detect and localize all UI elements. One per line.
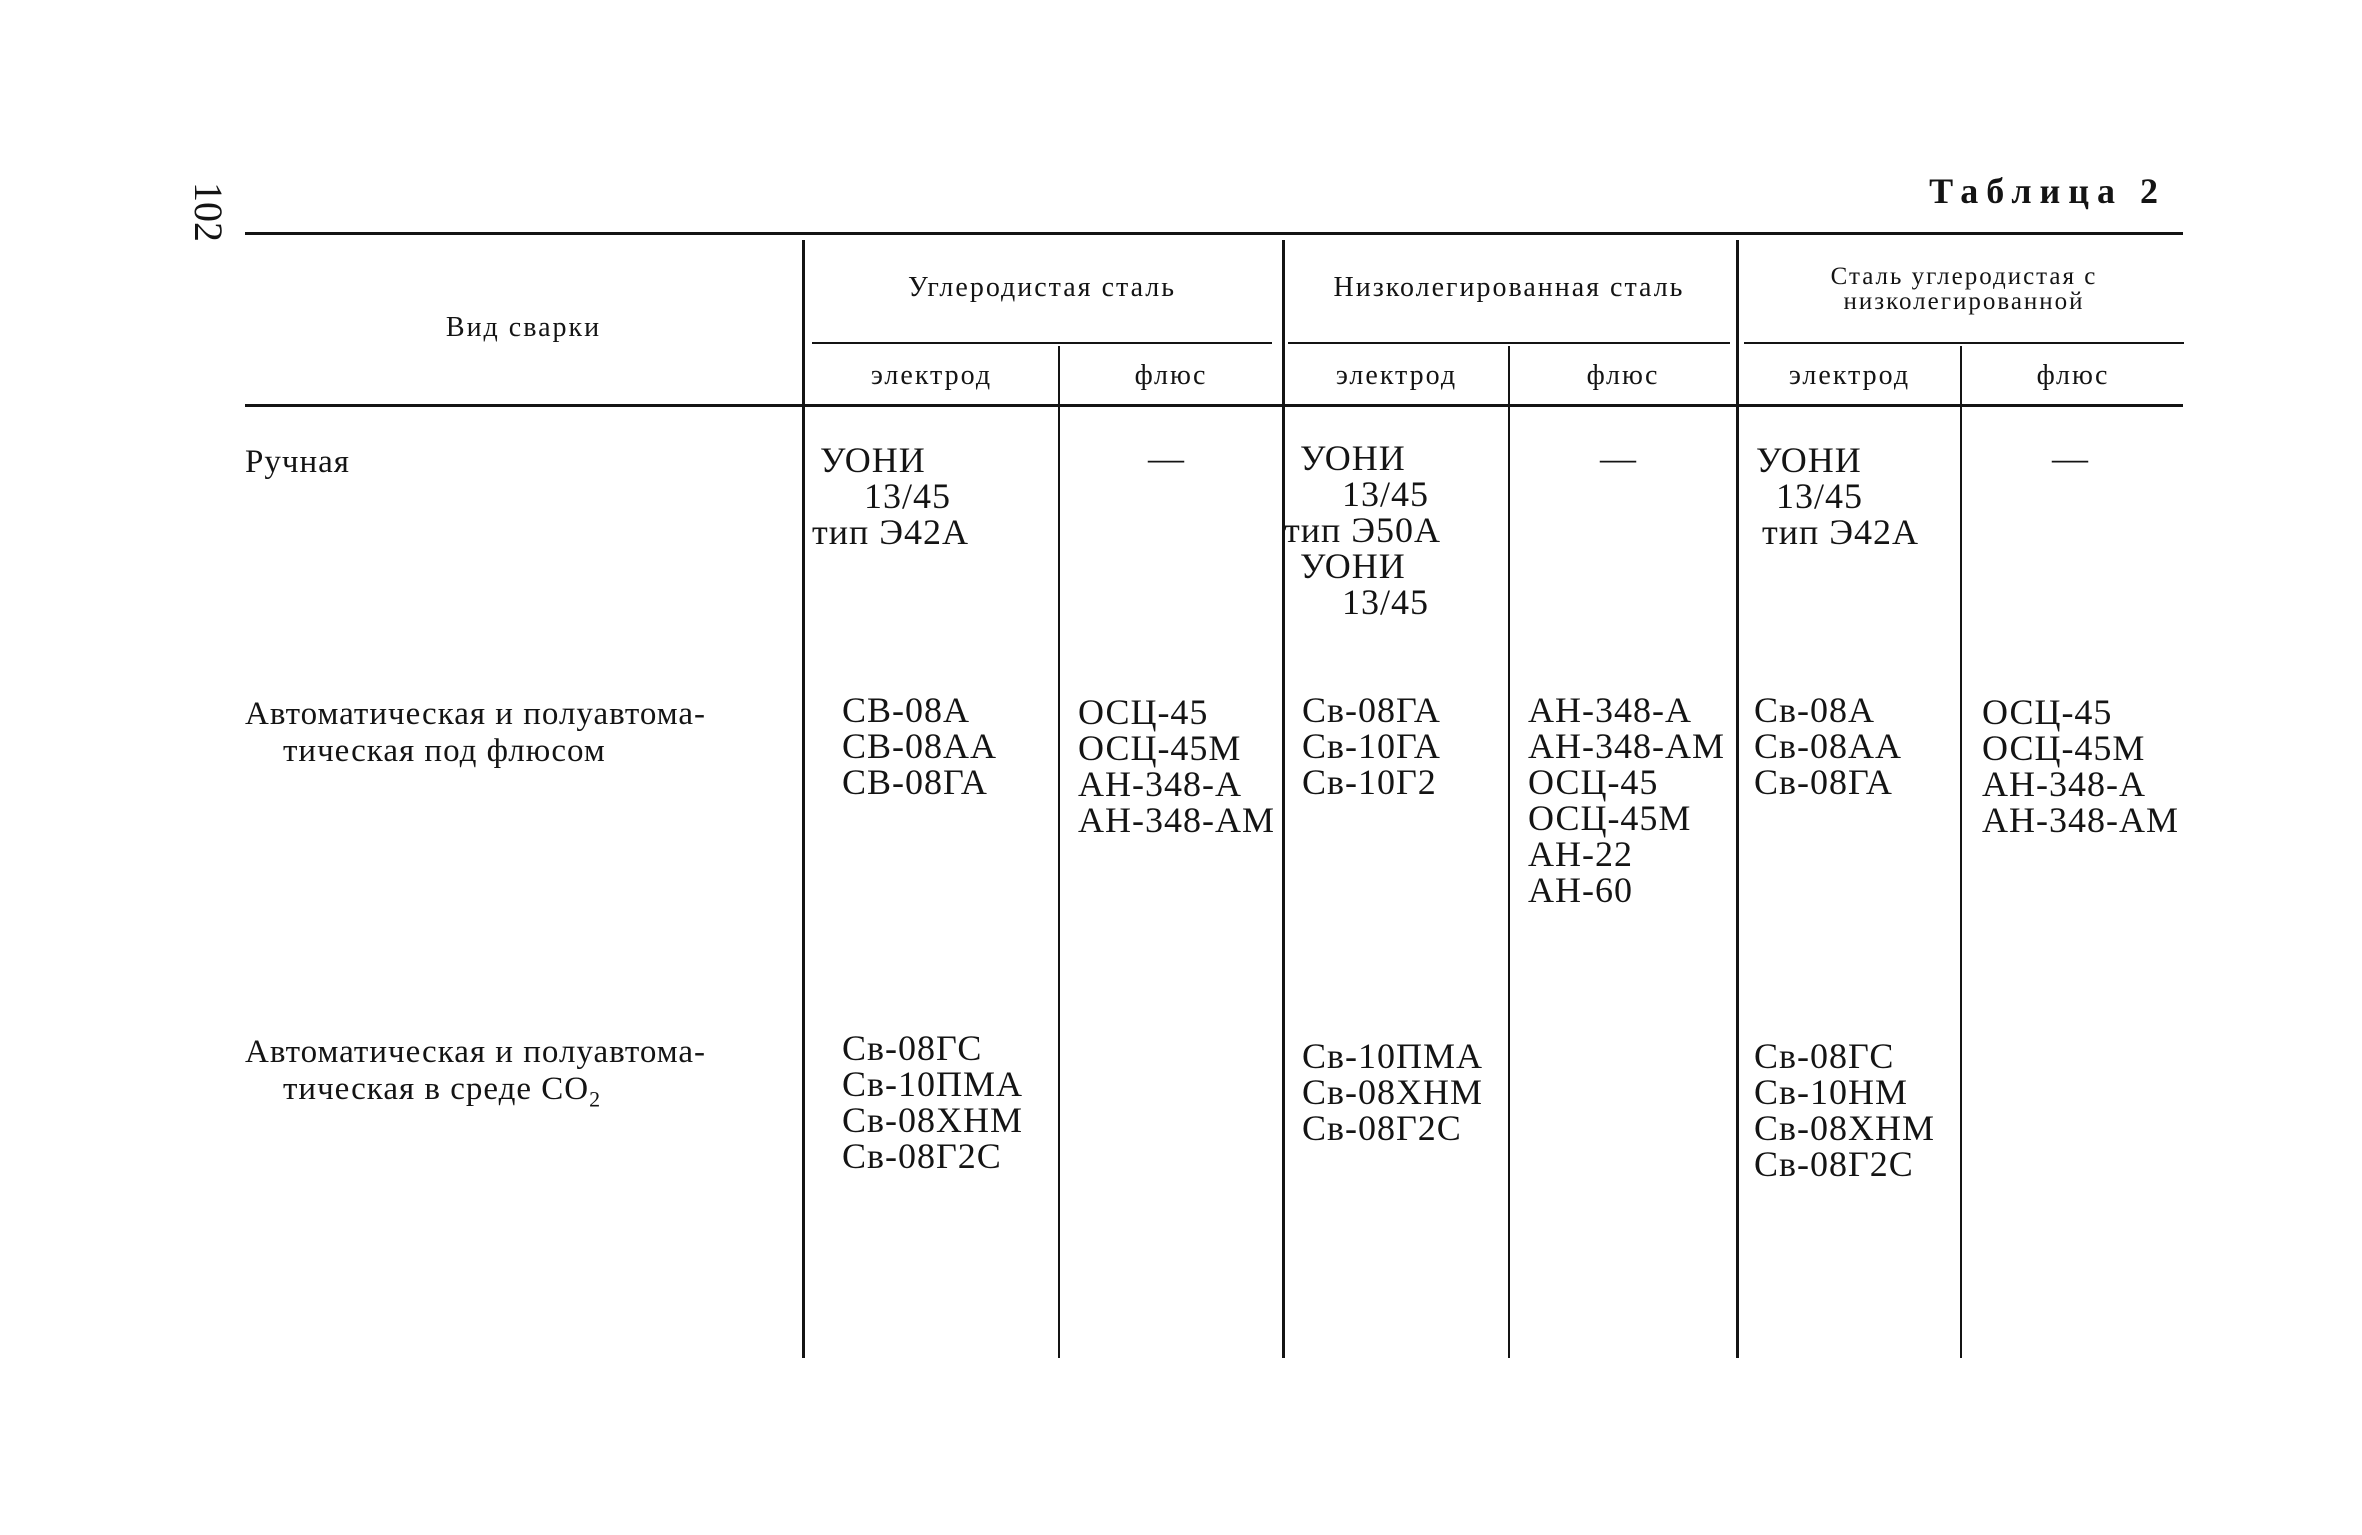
group-header-mixed: Сталь углеродистая с низколегированной xyxy=(1830,263,2098,315)
column-divider xyxy=(802,240,805,1358)
group-rule-3 xyxy=(1744,342,2184,344)
group-header-low-alloy: Низколегированная сталь xyxy=(1333,272,1685,303)
table-cell: Св-08А Св-08АА Св-08ГА xyxy=(1754,690,1902,802)
column-divider xyxy=(1282,240,1285,1358)
table-cell: УОНИ 13/45 тип Э42А xyxy=(1756,440,1920,552)
group-rule-1 xyxy=(812,342,1272,344)
table-cell: — xyxy=(2052,438,2089,478)
row-label-submerged-arc: Автоматическая и полуавтома- тическая под флюсом xyxy=(245,696,707,769)
column-divider xyxy=(1508,346,1510,1358)
subheader-flux: флюс xyxy=(2036,360,2110,391)
weld-type-header: Вид сварки xyxy=(445,312,602,343)
subheader-electrode: электрод xyxy=(870,360,993,391)
table-cell: УОНИ 13/45 тип Э50А УОНИ 13/45 xyxy=(1284,438,1442,622)
subheader-electrode: электрод xyxy=(1335,360,1458,391)
table-cell: ОСЦ-45 ОСЦ-45М АН-348-А АН-348-АМ xyxy=(1982,692,2179,840)
table-cell: Св-08ГС Св-10ПМА Св-08ХНМ Св-08Г2С xyxy=(842,1028,1024,1176)
column-divider xyxy=(1058,346,1060,1358)
table-cell: Св-10ПМА Св-08ХНМ Св-08Г2С xyxy=(1302,1036,1484,1148)
table-cell: ОСЦ-45 ОСЦ-45М АН-348-А АН-348-АМ xyxy=(1078,692,1275,840)
subheader-electrode: электрод xyxy=(1788,360,1911,391)
table-cell: Св-08ГА Св-10ГА Св-10Г2 xyxy=(1302,690,1441,802)
group-rule-2 xyxy=(1288,342,1730,344)
table-cell: — xyxy=(1600,438,1637,478)
table-cell: АН-348-А АН-348-АМ ОСЦ-45 ОСЦ-45М АН-22 АН-60 xyxy=(1528,690,1725,910)
column-divider xyxy=(1960,346,1962,1358)
group-header-carbon: Углеродистая сталь xyxy=(908,272,1176,303)
table-top-rule xyxy=(245,232,2183,235)
table-cell: — xyxy=(1148,438,1185,478)
row-label-co2: Автоматическая и полуавтома- тическая в среде $CO_2$ xyxy=(245,1034,707,1112)
header-bottom-rule xyxy=(245,404,2183,407)
table-label: Таблица 2 xyxy=(1929,171,2166,211)
column-divider xyxy=(1736,240,1739,1358)
page-number: 102 xyxy=(186,182,231,242)
table-cell: УОНИ 13/45 тип Э42А xyxy=(812,440,970,552)
subheader-flux: флюс xyxy=(1134,360,1208,391)
table-cell: СВ-08А СВ-08АА СВ-08ГА xyxy=(842,690,998,802)
table-cell: Св-08ГС Св-10НМ Св-08ХНМ Св-08Г2С xyxy=(1754,1036,1936,1184)
subheader-flux: флюс xyxy=(1586,360,1660,391)
row-label-manual: Ручная xyxy=(245,444,350,480)
